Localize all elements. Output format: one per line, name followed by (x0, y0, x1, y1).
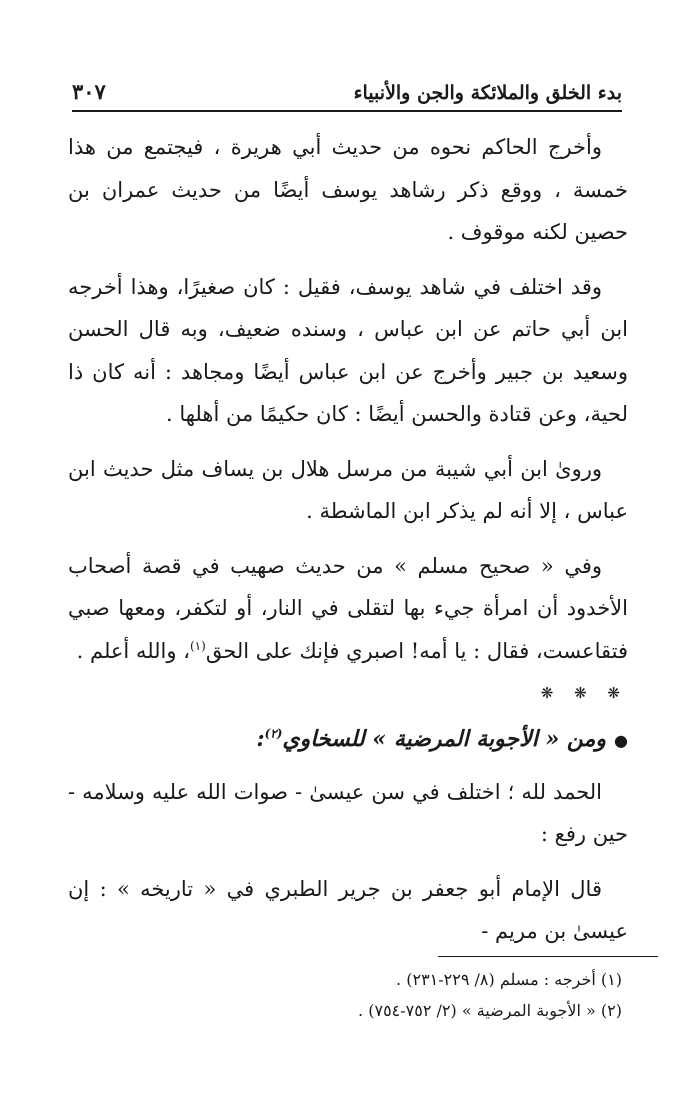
section-title: ومن « الأجوبة المرضية » للسخاوي (282, 726, 607, 752)
bullet-icon: ● (614, 731, 628, 750)
footnote-rule (438, 956, 658, 957)
running-title: بدء الخلق والملائكة والجن والأنبياء (353, 82, 622, 104)
footnote-1: (١) أخرجه : مسلم (٨/ ٢٢٩-٢٣١) . (396, 970, 622, 989)
footnote-ref-2: (٢) (264, 726, 283, 741)
footnote-ref-1: (١) (189, 638, 206, 653)
section-separator: ❋ ❋ ❋ (540, 684, 628, 702)
paragraph-4-tail: ، والله أعلم . (76, 638, 190, 663)
paragraph-1: وأخرج الحاكم نحوه من حديث أبي هريرة ، فيجتمع من هذا خمسة ، ووقع ذكر رشاهد يوسف أيضًا من حديث عمران بن حصين لكنه موقوف . (68, 135, 628, 244)
paragraph-4 (68, 545, 628, 673)
page-header (72, 70, 622, 104)
section-colon: : (256, 726, 265, 752)
main-text (68, 126, 628, 958)
paragraph-5: الحمد لله ؛ اختلف في سن عيسىٰ - صوات الله عليه وسلامه - حين رفع : (68, 779, 628, 846)
footnote-2: (٢) « الأجوبة المرضية » (٢/ ٧٥٢-٧٥٤) . (358, 1001, 622, 1020)
paragraph-6: قال الإمام أبو جعفر بن جرير الطبري في « تاريخه » : إن عيسىٰ بن مريم - (68, 876, 628, 943)
header-rule (72, 110, 622, 112)
section-heading (68, 718, 628, 763)
paragraph-3: وروىٰ ابن أبي شيبة من مرسل هلال بن يساف مثل حديث ابن عباس ، إلا أنه لم يذكر ابن الماشطة . (68, 456, 628, 523)
paragraph-2: وقد اختلف في شاهد يوسف، فقيل : كان صغيرًا، وهذا أخرجه ابن أبي حاتم عن ابن عباس ، وسنده ضعيف، وبه قال الحسن وسعيد بن جبير وأخرج عن ابن عباس أيضًا ومجاهد : أنه كان ذا لحية، وعن قتادة والحسن أيضًا : كان حكيمًا من أهلها . (68, 274, 628, 426)
page-number: ٣٠٧ (72, 79, 106, 104)
footnotes (68, 964, 622, 1026)
paragraph-4-text: وفي « صحيح مسلم » من حديث صهيب في قصة أصحاب الأخدود أن امرأة جيء بها لتقلى في النار، أو لتكفر، ومعها صبي فتقاعست، فقال : يا أمه! اصبري فإنك على الحق (68, 553, 628, 663)
